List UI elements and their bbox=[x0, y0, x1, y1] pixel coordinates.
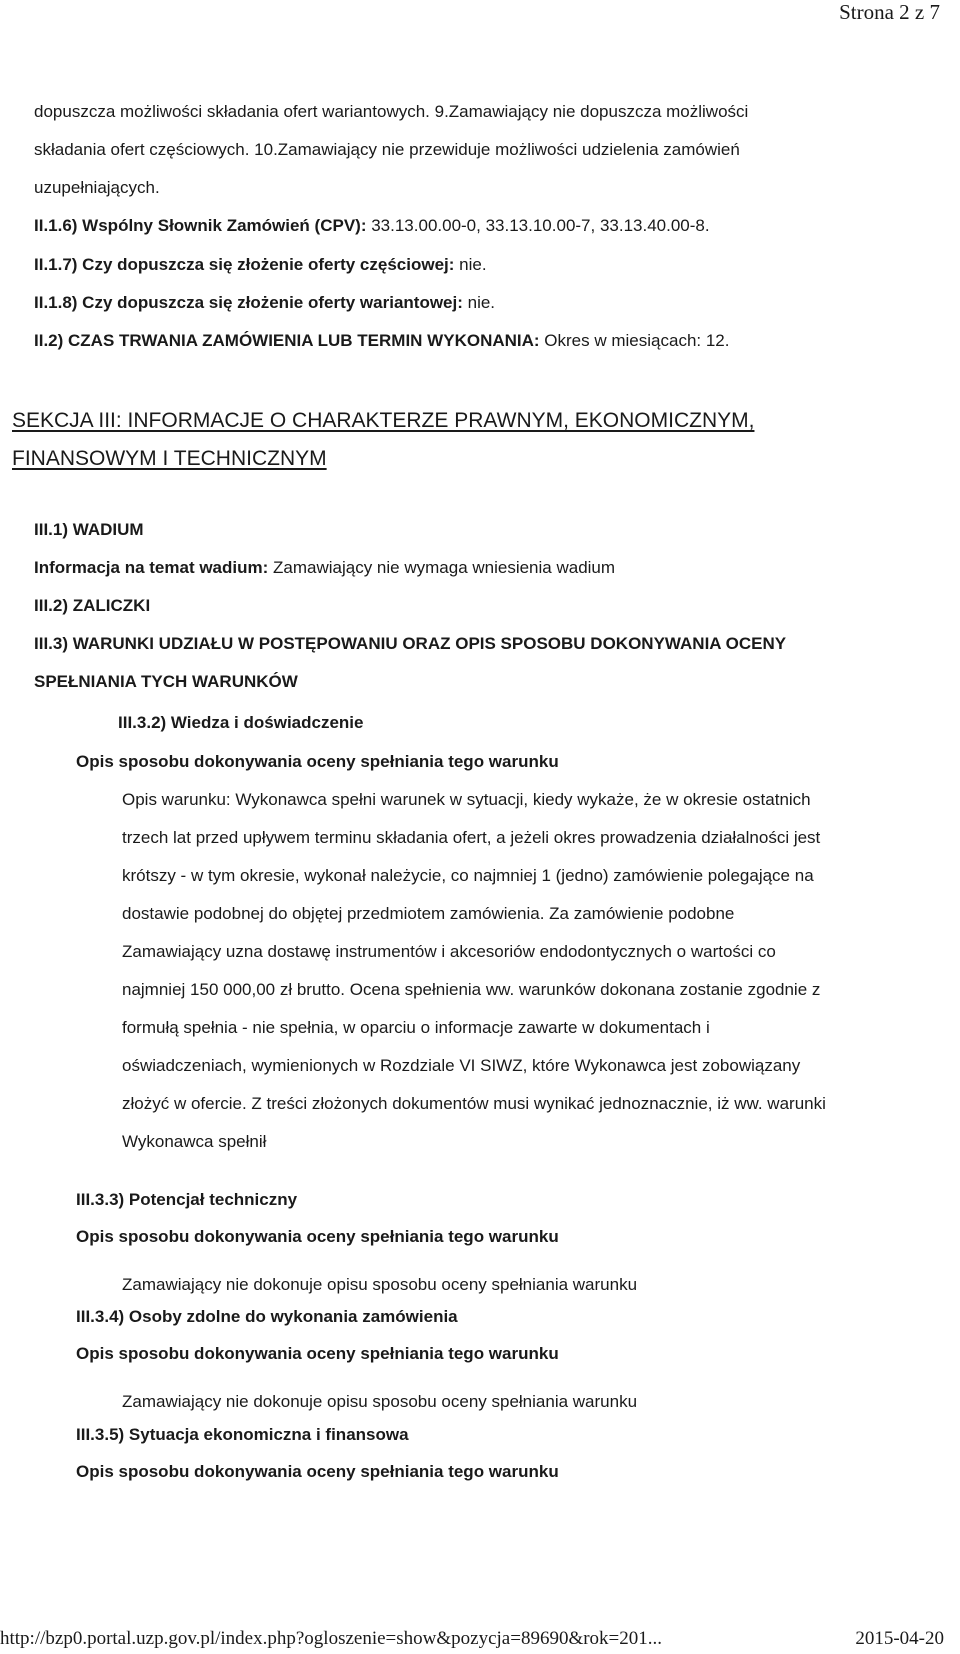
wiedza-text-line: trzech lat przed upływem terminu składania ofert, a jeżeli okres prowadzenia działalności jest bbox=[122, 828, 821, 847]
cpv-label: II.1.6) Wspólny Słownik Zamówień (CPV): bbox=[34, 216, 367, 235]
footer-date: 2015-04-20 bbox=[855, 1628, 944, 1649]
wiedza-opis-label: Opis sposobu dokonywania oceny spełniania tego warunku bbox=[76, 752, 559, 771]
wiedza-text-line: krótszy - w tym okresie, wykonał należycie, co najmniej 1 (jedno) zamówienie polegające na bbox=[122, 866, 814, 885]
osoby-opis-label: Opis sposobu dokonywania oceny spełniania tego warunku bbox=[76, 1344, 559, 1363]
page-number: Strona 2 z 7 bbox=[839, 0, 940, 24]
wiedza-text-line: Wykonawca spełnił bbox=[122, 1132, 267, 1151]
wadium-info-row bbox=[34, 558, 615, 578]
wiedza-text-line: formułą spełnia - nie spełnia, w oparciu o informacje zawarte w dokumentach i bbox=[122, 1018, 710, 1037]
potencjal-title: III.3.3) Potencjał techniczny bbox=[76, 1190, 298, 1209]
partial-offer-row bbox=[34, 255, 487, 275]
zaliczki-title: III.2) ZALICZKI bbox=[34, 596, 151, 615]
section-heading-line-1: SEKCJA III: INFORMACJE O CHARAKTERZE PRAWNYM, EKONOMICZNYM, bbox=[12, 409, 755, 432]
osoby-text: Zamawiający nie dokonuje opisu sposobu oceny spełniania warunku bbox=[122, 1392, 638, 1411]
warunki-title-line-1: III.3) WARUNKI UDZIAŁU W POSTĘPOWANIU ORAZ OPIS SPOSOBU DOKONYWANIA OCENY bbox=[34, 634, 787, 653]
section-heading-line-2: FINANSOWYM I TECHNICZNYM bbox=[12, 447, 327, 470]
cpv-row bbox=[34, 216, 710, 236]
warunki-title-line-2: SPEŁNIANIA TYCH WARUNKÓW bbox=[34, 672, 298, 691]
wiedza-text-line: złożyć w ofercie. Z treści złożonych dokumentów musi wynikać jednoznacznie, iż ww. warunki bbox=[122, 1094, 826, 1113]
intro-line-2: składania ofert częściowych. 10.Zamawiający nie przewiduje możliwości udzielenia zamówień bbox=[34, 140, 740, 159]
wadium-title: III.1) WADIUM bbox=[34, 520, 144, 539]
wiedza-text-line: Opis warunku: Wykonawca spełni warunek w sytuacji, kiedy wykaże, że w okresie ostatnich bbox=[122, 790, 811, 809]
wiedza-text-line: najmniej 150 000,00 zł brutto. Ocena spełnienia ww. warunków dokonana zostanie zgodnie z bbox=[122, 980, 821, 999]
wadium-info-label: Informacja na temat wadium: bbox=[34, 558, 269, 577]
variant-offer-row bbox=[34, 293, 495, 313]
sytuacja-opis-label: Opis sposobu dokonywania oceny spełniania tego warunku bbox=[76, 1462, 559, 1481]
wiedza-title: III.3.2) Wiedza i doświadczenie bbox=[118, 713, 364, 732]
variant-offer-value: nie. bbox=[467, 293, 496, 312]
potencjal-opis-label: Opis sposobu dokonywania oceny spełniania tego warunku bbox=[76, 1227, 559, 1246]
partial-offer-value: nie. bbox=[459, 255, 487, 274]
partial-offer-label: II.1.7) Czy dopuszcza się złożenie oferty częściowej: bbox=[34, 255, 455, 274]
duration-row bbox=[34, 331, 729, 351]
duration-value: Okres w miesiącach: 12. bbox=[544, 331, 730, 350]
wiedza-text-line: Zamawiający uzna dostawę instrumentów i akcesoriów endodontycznych o wartości co bbox=[122, 942, 776, 961]
osoby-title: III.3.4) Osoby zdolne do wykonania zamówienia bbox=[76, 1307, 458, 1326]
intro-line-1: dopuszcza możliwości składania ofert wariantowych. 9.Zamawiający nie dopuszcza możliwości bbox=[34, 102, 749, 121]
wadium-info-value: Zamawiający nie wymaga wniesienia wadium bbox=[273, 558, 616, 577]
wiedza-text-line: dostawie podobnej do objętej przedmiotem zamówienia. Za zamówienie podobne bbox=[122, 904, 735, 923]
variant-offer-label: II.1.8) Czy dopuszcza się złożenie oferty wariantowej: bbox=[34, 293, 463, 312]
potencjal-text: Zamawiający nie dokonuje opisu sposobu oceny spełniania warunku bbox=[122, 1275, 638, 1294]
footer-url: http://bzp0.portal.uzp.gov.pl/index.php?ogloszenie=show&pozycja=89690&rok=201... bbox=[0, 1628, 663, 1649]
duration-label: II.2) CZAS TRWANIA ZAMÓWIENIA LUB TERMIN WYKONANIA: bbox=[34, 331, 540, 350]
intro-line-3: uzupełniających. bbox=[34, 178, 160, 197]
wiedza-text-line: oświadczeniach, wymienionych w Rozdziale VI SIWZ, które Wykonawca jest zobowiązany bbox=[122, 1056, 801, 1075]
sytuacja-title: III.3.5) Sytuacja ekonomiczna i finansowa bbox=[76, 1425, 409, 1444]
cpv-value: 33.13.00.00-0, 33.13.10.00-7, 33.13.40.00-8. bbox=[371, 216, 710, 235]
